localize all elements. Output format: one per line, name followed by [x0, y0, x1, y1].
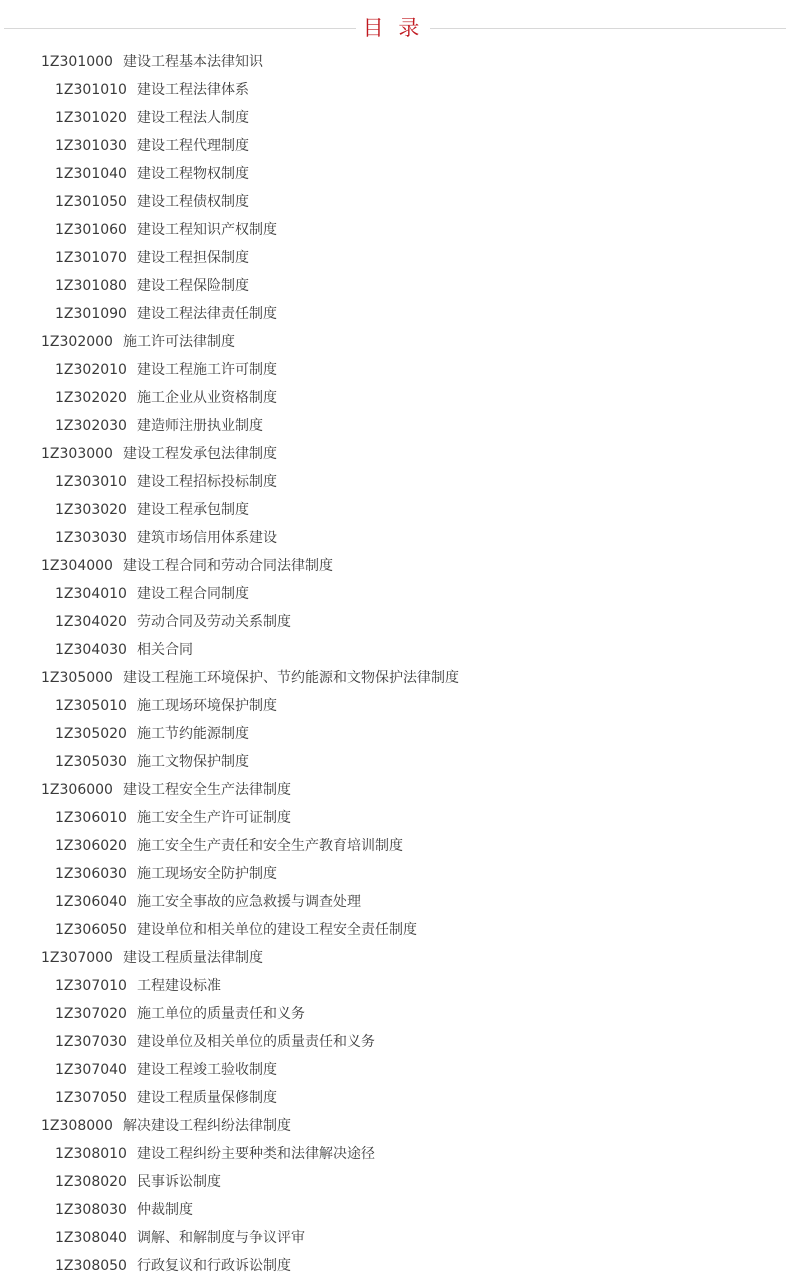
toc-section[interactable] [0, 76, 790, 104]
toc-entry-code: 1Z306050 [55, 922, 127, 938]
toc-entry-code: 1Z305020 [55, 726, 127, 742]
toc-section[interactable] [0, 272, 790, 300]
toc-entry-title: 建设工程竣工验收制度 [137, 1062, 277, 1078]
toc-chapter[interactable] [0, 328, 790, 356]
toc-entry-code: 1Z307020 [55, 1006, 127, 1022]
toc-section[interactable] [0, 1224, 790, 1252]
toc-section[interactable] [0, 356, 790, 384]
toc-entry-title: 施工单位的质量责任和义务 [137, 1006, 305, 1022]
toc-entry-title: 相关合同 [137, 642, 193, 658]
toc-entry-code: 1Z307010 [55, 978, 127, 994]
toc-section[interactable] [0, 1056, 790, 1084]
toc-entry-title: 施工节约能源制度 [137, 726, 249, 742]
toc-entry-title: 民事诉讼制度 [137, 1174, 221, 1190]
toc-chapter[interactable] [0, 48, 790, 76]
toc-entry-title: 建设工程纠纷主要种类和法律解决途径 [137, 1146, 375, 1162]
toc-entry-code: 1Z302030 [55, 418, 127, 434]
toc-section[interactable] [0, 916, 790, 944]
toc-chapter[interactable] [0, 440, 790, 468]
toc-section[interactable] [0, 720, 790, 748]
toc-section[interactable] [0, 384, 790, 412]
toc-entry-code: 1Z305030 [55, 754, 127, 770]
toc-entry-code: 1Z302020 [55, 390, 127, 406]
toc-entry-code: 1Z307000 [41, 950, 113, 966]
toc-entry-code: 1Z303020 [55, 502, 127, 518]
toc-section[interactable] [0, 608, 790, 636]
toc-entry-code: 1Z301060 [55, 222, 127, 238]
toc-entry-title: 施工安全生产责任和安全生产教育培训制度 [137, 838, 403, 854]
toc-entry-title: 建设工程代理制度 [137, 138, 249, 154]
toc-entry-title: 建设工程施工许可制度 [137, 362, 277, 378]
toc-entry-title: 建设单位和相关单位的建设工程安全责任制度 [137, 922, 417, 938]
toc-entry-title: 建设工程合同和劳动合同法律制度 [123, 558, 333, 574]
toc-section[interactable] [0, 1140, 790, 1168]
toc-section[interactable] [0, 132, 790, 160]
toc-chapter[interactable] [0, 776, 790, 804]
toc-entry-title: 施工许可法律制度 [123, 334, 235, 350]
toc-section[interactable] [0, 104, 790, 132]
toc-entry-code: 1Z306020 [55, 838, 127, 854]
toc-entry-code: 1Z307030 [55, 1034, 127, 1050]
toc-entry-title: 建设工程债权制度 [137, 194, 249, 210]
toc-entry-title: 施工现场安全防护制度 [137, 866, 277, 882]
toc-entry-title: 建设工程物权制度 [137, 166, 249, 182]
toc-entry-code: 1Z301090 [55, 306, 127, 322]
toc-entry-code: 1Z306000 [41, 782, 113, 798]
toc-entry-title: 建设工程质量保修制度 [137, 1090, 277, 1106]
toc-section[interactable] [0, 692, 790, 720]
toc-entry-code: 1Z302010 [55, 362, 127, 378]
toc-entry-code: 1Z308000 [41, 1118, 113, 1134]
toc-entry-title: 工程建设标准 [137, 978, 221, 994]
toc-section[interactable] [0, 1168, 790, 1196]
toc-entry-code: 1Z301020 [55, 110, 127, 126]
toc-entry-title: 施工企业从业资格制度 [137, 390, 277, 406]
toc-entry-code: 1Z301050 [55, 194, 127, 210]
table-of-contents [0, 48, 790, 1280]
toc-section[interactable] [0, 1196, 790, 1224]
toc-entry-title: 建设工程招标投标制度 [137, 474, 277, 490]
toc-entry-code: 1Z308040 [55, 1230, 127, 1246]
toc-entry-code: 1Z301040 [55, 166, 127, 182]
toc-entry-code: 1Z305000 [41, 670, 113, 686]
toc-entry-code: 1Z303030 [55, 530, 127, 546]
toc-entry-title: 调解、和解制度与争议评审 [137, 1230, 305, 1246]
toc-section[interactable] [0, 160, 790, 188]
toc-entry-code: 1Z308010 [55, 1146, 127, 1162]
toc-entry-title: 建设工程质量法律制度 [123, 950, 263, 966]
toc-entry-code: 1Z306010 [55, 810, 127, 826]
toc-entry-code: 1Z304020 [55, 614, 127, 630]
toc-entry-code: 1Z306040 [55, 894, 127, 910]
toc-entry-title: 建造师注册执业制度 [137, 418, 263, 434]
toc-entry-title: 建设单位及相关单位的质量责任和义务 [137, 1034, 375, 1050]
toc-section[interactable] [0, 888, 790, 916]
header-divider-right [430, 28, 786, 29]
toc-entry-title: 施工现场环境保护制度 [137, 698, 277, 714]
toc-entry-code: 1Z301080 [55, 278, 127, 294]
toc-entry-code: 1Z307050 [55, 1090, 127, 1106]
toc-section[interactable] [0, 468, 790, 496]
toc-entry-code: 1Z303010 [55, 474, 127, 490]
toc-section[interactable] [0, 1028, 790, 1056]
toc-entry-code: 1Z301070 [55, 250, 127, 266]
toc-entry-code: 1Z302000 [41, 334, 113, 350]
toc-section[interactable] [0, 188, 790, 216]
toc-entry-title: 劳动合同及劳动关系制度 [137, 614, 291, 630]
toc-section[interactable] [0, 972, 790, 1000]
toc-entry-title: 建设工程保险制度 [137, 278, 249, 294]
toc-entry-code: 1Z301000 [41, 54, 113, 70]
toc-chapter[interactable] [0, 552, 790, 580]
toc-section[interactable] [0, 412, 790, 440]
toc-entry-title: 建设工程法律体系 [137, 82, 249, 98]
toc-entry-code: 1Z304000 [41, 558, 113, 574]
toc-chapter[interactable] [0, 1112, 790, 1140]
toc-section[interactable] [0, 832, 790, 860]
toc-entry-title: 建设工程发承包法律制度 [123, 446, 277, 462]
toc-entry-title: 建设工程担保制度 [137, 250, 249, 266]
toc-entry-code: 1Z305010 [55, 698, 127, 714]
page-title: 目 录 [362, 16, 424, 40]
toc-header [0, 12, 790, 44]
toc-entry-title: 建设工程安全生产法律制度 [123, 782, 291, 798]
toc-entry-title: 建设工程施工环境保护、节约能源和文物保护法律制度 [123, 670, 459, 686]
toc-chapter[interactable] [0, 664, 790, 692]
toc-entry-title: 建设工程知识产权制度 [137, 222, 277, 238]
toc-section[interactable] [0, 636, 790, 664]
toc-entry-code: 1Z308030 [55, 1202, 127, 1218]
toc-section[interactable] [0, 300, 790, 328]
toc-section[interactable] [0, 748, 790, 776]
toc-entry-title: 建设工程法人制度 [137, 110, 249, 126]
toc-entry-title: 建设工程法律责任制度 [137, 306, 277, 322]
toc-section[interactable] [0, 1084, 790, 1112]
toc-entry-code: 1Z308050 [55, 1258, 127, 1274]
toc-entry-title: 行政复议和行政诉讼制度 [137, 1258, 291, 1274]
toc-entry-title: 建设工程基本法律知识 [123, 54, 263, 70]
header-divider-left [4, 28, 356, 29]
toc-entry-code: 1Z301010 [55, 82, 127, 98]
toc-section[interactable] [0, 580, 790, 608]
toc-section[interactable] [0, 860, 790, 888]
toc-chapter[interactable] [0, 944, 790, 972]
toc-entry-title: 建筑市场信用体系建设 [137, 530, 277, 546]
toc-entry-title: 建设工程合同制度 [137, 586, 249, 602]
toc-entry-title: 施工文物保护制度 [137, 754, 249, 770]
toc-section[interactable] [0, 496, 790, 524]
toc-section[interactable] [0, 1252, 790, 1280]
toc-entry-code: 1Z307040 [55, 1062, 127, 1078]
toc-entry-code: 1Z308020 [55, 1174, 127, 1190]
toc-entry-title: 施工安全生产许可证制度 [137, 810, 291, 826]
toc-entry-code: 1Z303000 [41, 446, 113, 462]
toc-entry-title: 建设工程承包制度 [137, 502, 249, 518]
toc-section[interactable] [0, 524, 790, 552]
toc-section[interactable] [0, 216, 790, 244]
toc-section[interactable] [0, 804, 790, 832]
toc-section[interactable] [0, 244, 790, 272]
toc-section[interactable] [0, 1000, 790, 1028]
toc-entry-code: 1Z301030 [55, 138, 127, 154]
toc-entry-title: 施工安全事故的应急救援与调查处理 [137, 894, 361, 910]
toc-entry-title: 解决建设工程纠纷法律制度 [123, 1118, 291, 1134]
toc-entry-code: 1Z304010 [55, 586, 127, 602]
toc-entry-code: 1Z304030 [55, 642, 127, 658]
toc-entry-code: 1Z306030 [55, 866, 127, 882]
toc-entry-title: 仲裁制度 [137, 1202, 193, 1218]
